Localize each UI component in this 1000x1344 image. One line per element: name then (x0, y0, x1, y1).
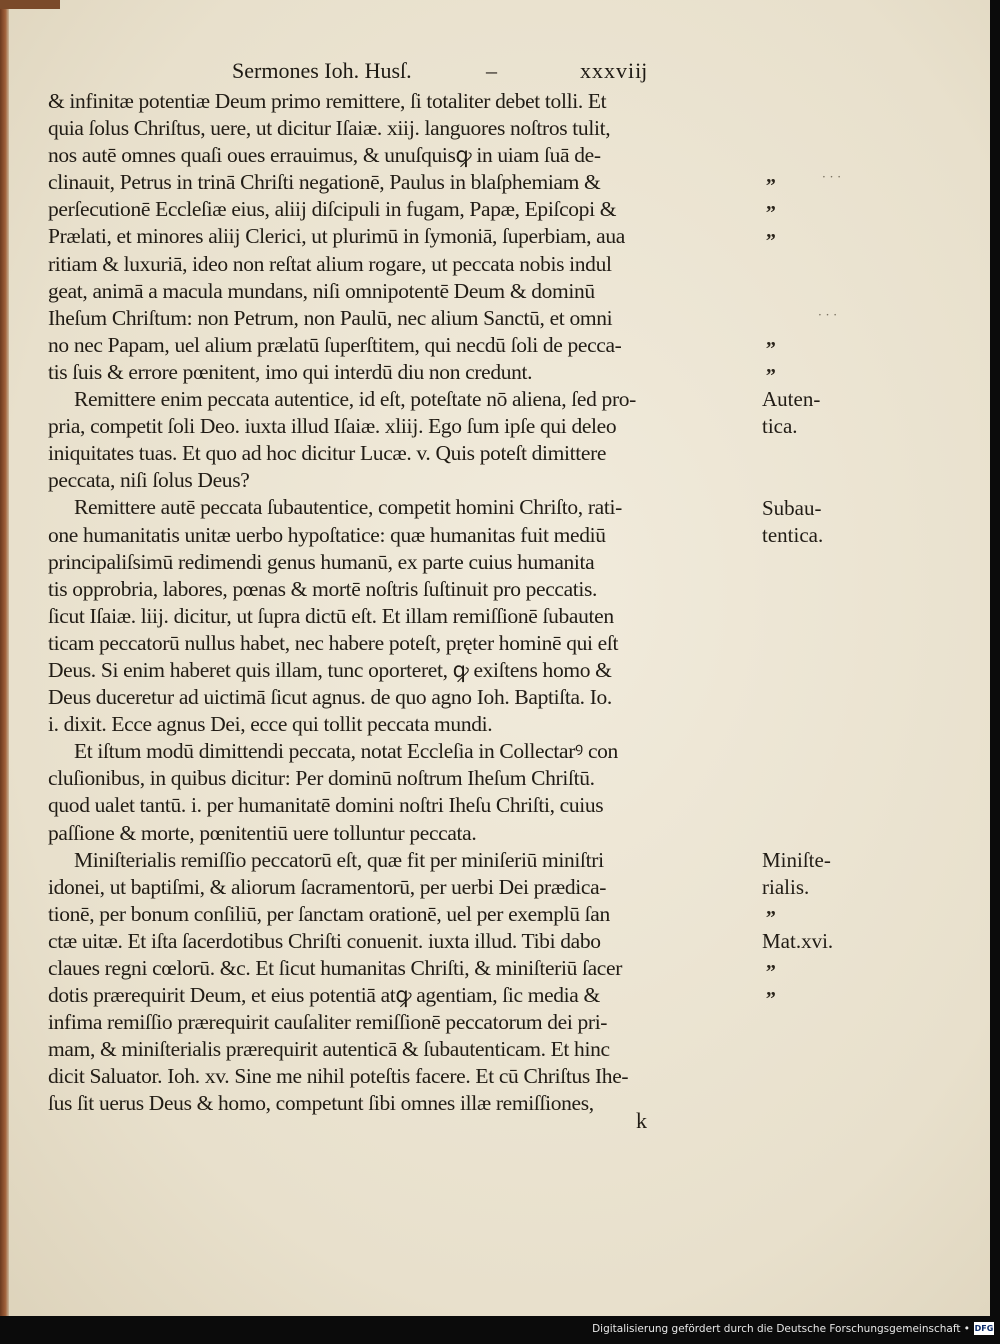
text-line: Deus duceretur ad uictimā ſicut agnus. de quo agno Ioh. Baptiſta. Io. (48, 685, 612, 710)
text-line: dicit Saluator. Ioh. xv. Sine me nihil poteſtis facere. Et cū Chriſtus Ihe- (48, 1064, 629, 1089)
text-line: infima remiſſio prærequirit cauſaliter remiſſionē peccatorum dei pri- (48, 1010, 608, 1035)
text-line: geat, animā a macula mundans, niſi omnipotentē Deum & dominū (48, 278, 595, 303)
text-line: claues regni cœlorū. &c. Et ſicut humanitas Chriſti, & miniſteriū ſacer (48, 956, 623, 980)
marginal-quotation-mark: „ (766, 355, 776, 377)
digitization-footer (0, 1316, 1000, 1344)
text-line: nos autē omnes quaſi oues errauimus, & unuſquisꝙ in uiam ſuā de- (48, 143, 601, 168)
text-line: quod ualet tantū. i. per humanitatē domini noſtri Iheſu Chriſti, cuius (48, 793, 604, 818)
text-line: paſſione & morte, pœnitentiū uere tolluntur peccata. (48, 820, 477, 845)
margin-note: tica. (762, 414, 798, 439)
digitization-note: Digitalisierung gefördert durch die Deutsche Forschungsgemeinschaft • (592, 1323, 970, 1335)
running-head-title: Sermones Ioh. Husſ. (232, 58, 412, 83)
text-line: Prælati, et minores aliĳ Clerici, ut plurimū in ſymoniā, ſuperbiam, aua (48, 224, 625, 249)
text-line: one humanitatis unitæ uerbo hypoſtatice: quæ humanitas fuit mediū (48, 522, 606, 547)
text-line: mam, & miniſterialis prærequirit autenticā & ſubautenticam. Et hinc (48, 1037, 610, 1062)
margin-note: Subau- (762, 495, 822, 520)
margin-note: Miniſte- (762, 847, 831, 872)
dfg-logo: DFG (974, 1324, 994, 1333)
text-line: tionē, per bonum conſiliū, per ſanctam orationē, uel per exemplū ſan (48, 901, 610, 926)
binding-spine (0, 0, 9, 1316)
margin-note: rialis. (762, 874, 810, 899)
marginal-quotation-mark: „ (766, 219, 776, 242)
text-line: Deus. Si enim haberet quis illam, tunc oporteret, ꝙ exiſtens homo & (48, 657, 612, 682)
text-line: Remittere autē peccata ſubautentice, competit homini Chriſto, rati- (74, 495, 622, 520)
running-head-dash: – (486, 58, 497, 83)
text-line: iniquitates tuas. Et quo ad hoc dicitur Lucæ. v. Quis poteſt dimittere (48, 441, 607, 466)
binding-edge (0, 0, 60, 9)
text-line: ctæ uitæ. Et iſta ſacerdotibus Chriſti conuenit. iuxta illud. Tibi dabo (48, 928, 601, 953)
marginal-quotation-mark: „ (766, 897, 776, 919)
text-line: principaliſsimū redimendi genus humanū, ex parte cuius humanita (48, 549, 595, 574)
marginal-quotation-mark: „ (766, 192, 776, 215)
margin-note: Auten- (762, 387, 821, 412)
text-line: Remittere enim peccata autentice, id eſt, poteſtate nō aliena, ſed pro- (74, 387, 636, 412)
text-line: ſus ſit uerus Deus & homo, competunt ſibi omnes illæ remiſſiones, (48, 1091, 594, 1116)
text-line: idonei, ut baptiſmi, & aliorum ſacramentorū, per uerbi Dei prædica- (48, 874, 607, 899)
text-line: ritiam & luxuriā, ideo non reſtat alium rogare, ut peccata nobis indul (48, 251, 612, 276)
margin-note: tentica. (762, 522, 824, 547)
text-line: clinauit, Petrus in trinā Chriſti negationē, Paulus in blaſphemiam & (48, 170, 601, 195)
text-line: pria, competit ſoli Deo. iuxta illud Iſaiæ. xliĳ. Ego ſum ipſe qui deleo (48, 414, 617, 439)
text-line: cluſionibus, in quibus dicitur: Per dominū noſtrum Iheſum Chriſtū. (48, 766, 595, 791)
text-line: perſecutionē Eccleſiæ eius, aliĳ diſcipuli in fugam, Papæ, Epiſcopi & (48, 197, 617, 222)
text-line: Et iſtum modū dimittendi peccata, notat Eccleſia in Collectarꝰ con (74, 739, 618, 764)
text-line: peccata, niſi ſolus Deus? (48, 468, 250, 493)
folio-number: xxxviĳ (580, 58, 649, 83)
main-text-column (48, 88, 760, 1118)
text-line: ſicut Iſaiæ. liĳ. dicitur, ut ſupra dictū eſt. Et illam remiſſionē ſubauten (48, 603, 614, 628)
text-line: i. dixit. Ecce agnus Dei, ecce qui tollit peccata mundi. (48, 712, 493, 737)
marginal-quotation-mark: „ (766, 165, 776, 188)
catchword: k (636, 1108, 647, 1133)
marginal-quotation-mark: „ (766, 951, 776, 974)
ink-speck: · · · (822, 170, 842, 184)
margin-note: Mat.xvi. (762, 929, 834, 954)
ink-speck: · · · (818, 308, 838, 322)
text-line: dotis prærequirit Deum, et eius potentiā atꝙ agentiam, ſic media & (48, 983, 600, 1008)
text-line: & infinitæ potentiæ Deum primo remittere, ſi totaliter debet tolli. Et (48, 89, 607, 113)
marginal-quotation-mark: „ (766, 327, 776, 350)
text-line: Miniſterialis remiſſio peccatorū eſt, quæ fit per miniſeriū miniſtri (74, 847, 604, 872)
text-line: ticam peccatorū nullus habet, nec habere poteſt, pręter hominē qui eſt (48, 630, 619, 655)
running-head (232, 58, 662, 88)
text-line: tis ſuis & errore pœnitent, imo qui interdū diu non credunt. (48, 359, 533, 384)
text-line: tis opprobria, labores, pœnas & mortē noſtris ſuſtinuit pro peccatis. (48, 576, 598, 601)
text-line: Iheſum Chriſtum: non Petrum, non Paulū, nec alium Sanctū, et omni (48, 305, 613, 330)
text-line: quia ſolus Chriſtus, uere, ut dicitur Iſaiæ. xiĳ. languores noſtros tulit, (48, 116, 611, 141)
text-line: no nec Papam, uel alium prælatū ſuperſtitem, qui necdū ſoli de pecca- (48, 332, 622, 357)
marginal-quotation-mark: „ (766, 978, 776, 1001)
